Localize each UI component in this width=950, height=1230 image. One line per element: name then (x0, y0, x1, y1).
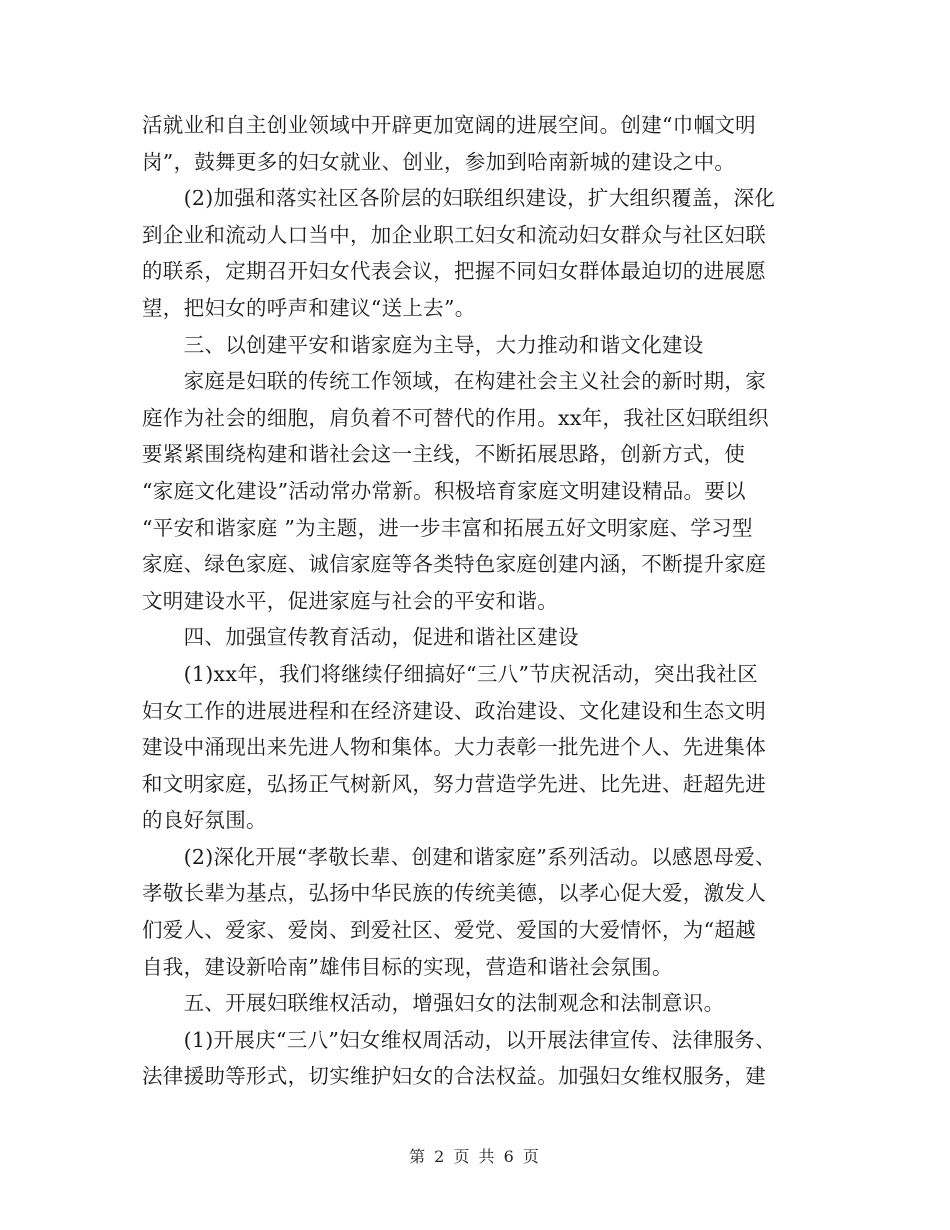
section-heading: 四、加强宣传教育活动，促进和谐社区建设 (142, 625, 579, 650)
body-line: 的联系，定期召开妇女代表会议，把握不同妇女群体最迫切的进展愿 (142, 259, 766, 284)
section-heading: 五、开展妇联维权活动，增强妇女的法制观念和法制意识。 (142, 991, 725, 1016)
body-line: (1)xx年，我们将继续仔细搞好“三八”节庆祝活动，突出我社区 (142, 661, 759, 686)
body-line: 家庭、绿色家庭、诚信家庭等各类特色家庭创建内涵，不断提升家庭 (142, 552, 766, 577)
body-line: 法律援助等形式，切实维护妇女的合法权益。加强妇女维权服务，建 (142, 1064, 766, 1089)
body-line: 的良好氛围。 (142, 808, 267, 833)
body-line: 建设中涌现出来先进人物和集体。大力表彰一批先进个人、先进集体 (142, 735, 766, 760)
body-line: (2)深化开展“孝敬长辈、创建和谐家庭”系列活动。以感恩母爱、 (142, 844, 776, 869)
body-line: 要紧紧围绕构建和谐社会这一主线，不断拓展思路，创新方式，使 (142, 442, 746, 467)
body-line: (2)加强和落实社区各阶层的妇联组织建设，扩大组织覆盖，深化 (142, 186, 776, 211)
body-line: “平安和谐家庭 ”为主题，进一步丰富和拓展五好文明家庭、学习型 (142, 515, 753, 540)
body-line: 活就业和自主创业领域中开辟更加宽阔的进展空间。创建“巾帼文明 (142, 113, 756, 137)
body-line: 们爱人、爱家、爱岗、到爱社区、爱党、爱国的大爱情怀，为“超越 (142, 918, 756, 943)
body-line: 妇女工作的进展进程和在经济建设、政治建设、文化建设和生态文明 (142, 698, 766, 723)
body-line: 和文明家庭，弘扬正气树新风，努力营造学先进、比先进、赶超先进 (142, 771, 766, 796)
body-line: 家庭是妇联的传统工作领域，在构建社会主义社会的新时期，家 (142, 369, 766, 394)
body-line: 文明建设水平，促进家庭与社会的平安和谐。 (142, 588, 558, 613)
body-line: 岗”，鼓舞更多的妇女就业、创业，参加到哈南新城的建设之中。 (142, 149, 736, 174)
page-footer: 第 2 页 共 6 页 (409, 1147, 541, 1166)
body-line: “家庭文化建设”活动常办常新。积极培育家庭文明建设精品。要以 (142, 478, 746, 503)
body-line: (1)开展庆“三八”妇女维权周活动，以开展法律宣传、法律服务、 (142, 1027, 776, 1052)
body-line: 望，把妇女的呼声和建议“送上去”。 (142, 295, 476, 320)
body-line: 孝敬长辈为基点，弘扬中华民族的传统美德，以孝心促大爱，激发人 (142, 881, 766, 906)
body-line: 自我，建设新哈南”雄伟目标的实现，营造和谐社会氛围。 (142, 954, 673, 979)
body-line: 到企业和流动人口当中，加企业职工妇女和流动妇女群众与社区妇联 (142, 222, 766, 247)
body-line: 庭作为社会的细胞，肩负着不可替代的作用。xx年，我社区妇联组织 (142, 405, 769, 430)
section-heading: 三、以创建平安和谐家庭为主导，大力推动和谐文化建设 (142, 332, 704, 357)
document-body (142, 107, 832, 1095)
